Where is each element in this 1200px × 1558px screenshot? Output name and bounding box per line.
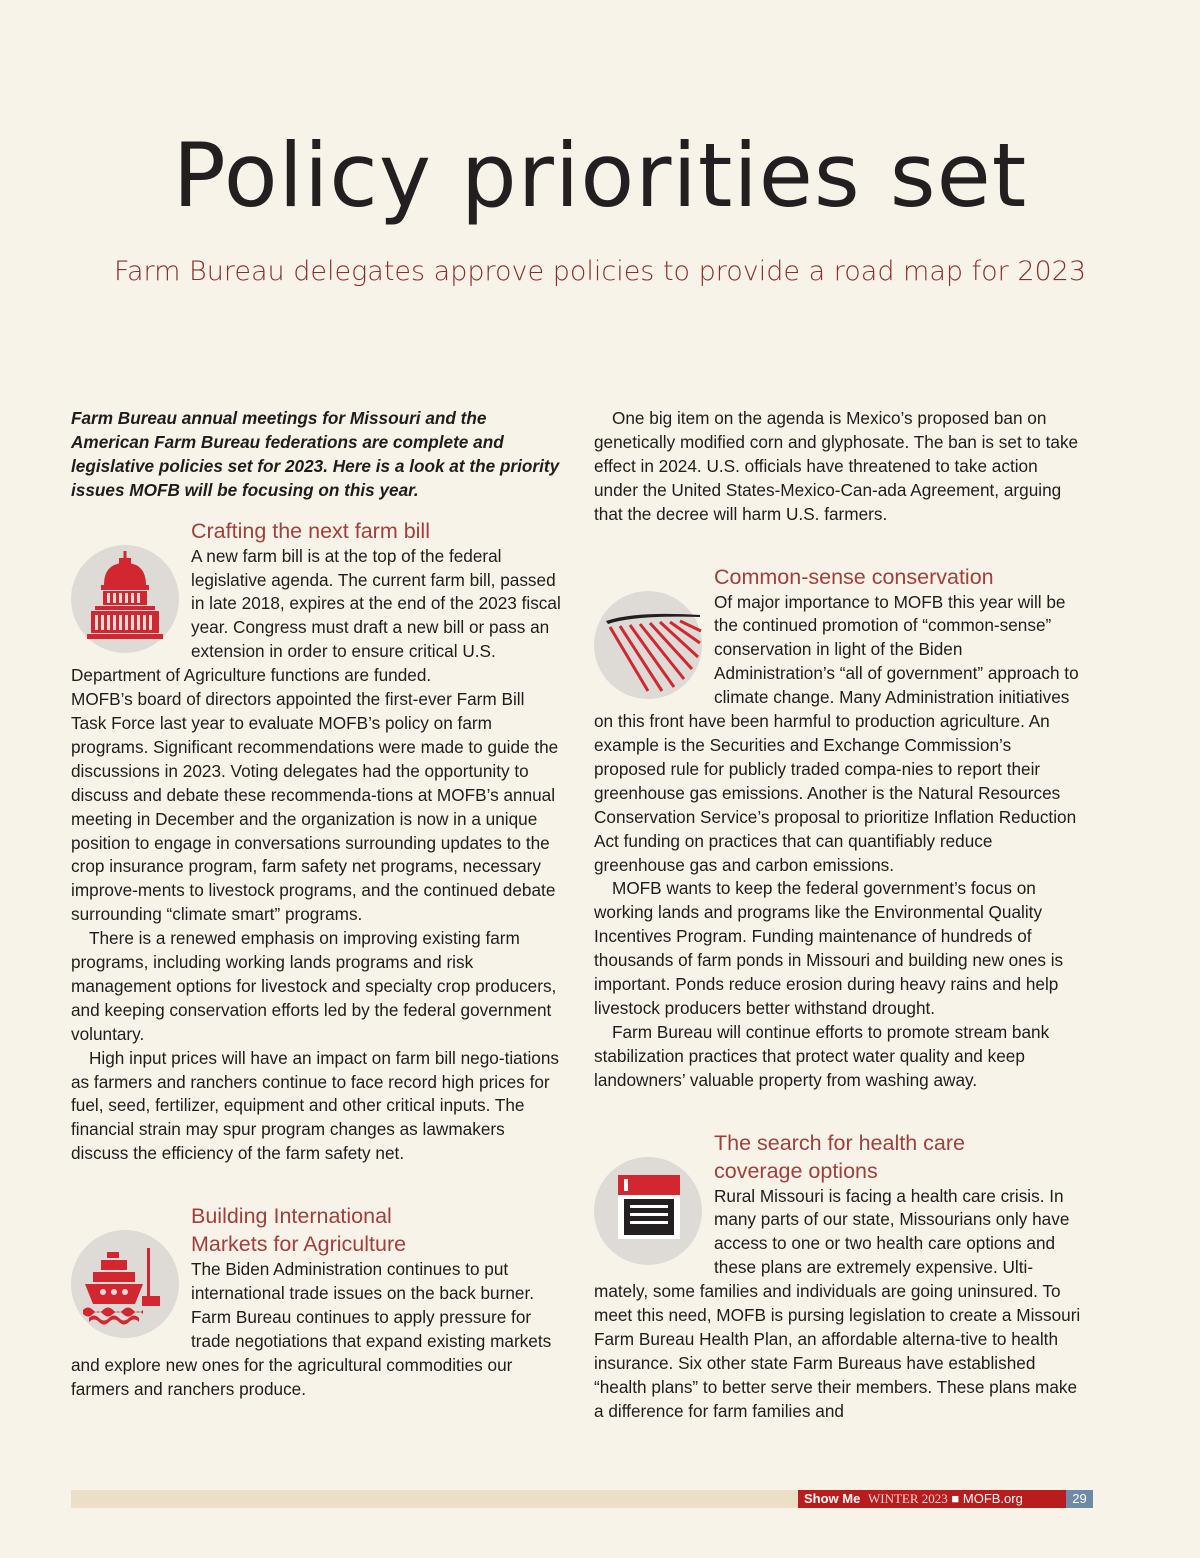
health-heading-line-1: The search for health care [714, 1130, 965, 1155]
trade-section [71, 1202, 563, 1401]
field-rows-icon [594, 591, 702, 699]
conservation-paragraph-2: MOFB wants to keep the federal government’s focus on working lands and programs like the Environmental Quality Incentives Program. Funding maintenance of hundreds of thousands of farm ponds in Missouri and building new ones is important. Ponds reduce erosion during heavy rains and help livestock producers better withstand drought. [594, 878, 1064, 1018]
conservation-heading: Common-sense conservation [714, 564, 994, 589]
farm-bill-paragraph-2: MOFB’s board of directors appointed the first-ever Farm Bill Task Force last year to evaluate MOFB’s policy on farm programs. Significant recommendations were made to guide the discussions in 2023. Voting delegates had the opportunity to discuss and debate these recommenda-tions at MOFB’s annual meeting in December and the organization is now in a unique position to engage in conversations surrounding updates to the crop insurance program, farm safety net programs, necessary improve-ments to livestock programs, and the continued debate surrounding “climate smart” programs. [71, 689, 559, 925]
page-title: Policy priorities set [172, 124, 1028, 227]
farm-bill-section [71, 517, 563, 1167]
page-number: 29 [1066, 1490, 1093, 1508]
conservation-paragraph-3: Farm Bureau will continue efforts to promote stream bank stabilization practices that protect water quality and keep landowners’ valuable property from washing away. [594, 1021, 1050, 1090]
left-column [71, 407, 563, 1402]
farm-bill-paragraph-4: High input prices will have an impact on farm bill nego-tiations as farmers and ranchers continue to face record high prices for fuel, seed, fertilizer, equipment and other critical inputs. The financial strain may spur program changes as lawmakers discuss the efficiency of the farm safety net. [71, 1047, 560, 1164]
footer-edition: WINTER 2023 [867, 1491, 948, 1506]
mexico-paragraph: One big item on the agenda is Mexico’s proposed ban on genetically modified corn and glyphosate. The ban is set to take effect in 2024. U.S. officials have threatened to take action under the United States-Mexico-Can-ada Agreement, arguing that the decree will harm U.S. farmers. [594, 408, 1079, 524]
farm-bill-heading: Crafting the next farm bill [191, 518, 430, 543]
conservation-section [594, 563, 1086, 1093]
trade-heading-line-2: Markets for Agriculture [191, 1232, 407, 1257]
intro-text: Farm Bureau annual meetings for Missouri and the American Farm Bureau federations are complete and legislative policies set for 2023. Here is a look at the priority issues MOFB will be focusing on this year. [71, 408, 560, 500]
page-subtitle: Farm Bureau delegates approve policies to provide a road map for 2023 [113, 256, 1087, 287]
health-section [594, 1129, 1086, 1424]
farm-bill-paragraph-3: There is a renewed emphasis on improving existing farm programs, including working lands programs and risk management options for livestock and specialty crop producers, and keeping conservation efforts led by the federal government voluntary. [71, 928, 557, 1044]
trade-heading-line-1: Building International [191, 1204, 392, 1229]
footer-separator: ■ [951, 1491, 960, 1506]
health-heading-line-2: coverage options [714, 1158, 878, 1183]
cargo-ship-icon [71, 1230, 179, 1338]
farm-bill-paragraph-1: A new farm bill is at the top of the federal legislative agenda. The current farm bill, passed in late 2018, expires at the end of the 2023 fiscal year. Congress must draft a new bill or pass an extension in order to ensure critical U.S. Department of Agriculture functions are funded. [71, 545, 561, 686]
medical-record-icon [594, 1157, 702, 1265]
trade-paragraph-1: The Biden Administration continues to put international trade issues on the back burner. Farm Bureau continues to apply pressure for trade negotiations that expand existing markets and explore new ones for the agricultural commodities our farmers and ranchers produce. [71, 1259, 552, 1399]
conservation-paragraph-1: Of major importance to MOFB this year will be the continued promotion of “common-sense” conservation in light of the Biden Administration’s “all of government” approach to climate change. Many Administration initiatives on this front have been harmful to production agriculture. An example is the Securities and Exchange Commission’s proposed rule for publicly traded compa-nies to report their greenhouse gas emissions. Another is the Natural Resources Conservation Service’s proposal to prioritize Inflation Reduction Act funding on practices that can quantifiably reduce greenhouse gas and carbon emissions. [594, 591, 1079, 875]
footer-publication [798, 1490, 1066, 1508]
footer-site: MOFB.org [962, 1491, 1023, 1506]
health-paragraph-1: Rural Missouri is facing a health care crisis. In many parts of our state, Missourians only have access to one or two health care options and these plans are extremely expensive. Ulti-mately, some families and individuals are going uninsured. To meet this need, MOFB is pursing legislation to create a Missouri Farm Bureau Health Plan, an affordable alterna-tive to health insurance. Six other state Farm Bureaus have established “health plans” to better serve their members. These plans make a difference for farm families and [594, 1185, 1081, 1421]
right-column [594, 407, 1086, 1424]
capitol-icon [71, 545, 179, 653]
footer-publication-name: Show Me [804, 1491, 861, 1506]
